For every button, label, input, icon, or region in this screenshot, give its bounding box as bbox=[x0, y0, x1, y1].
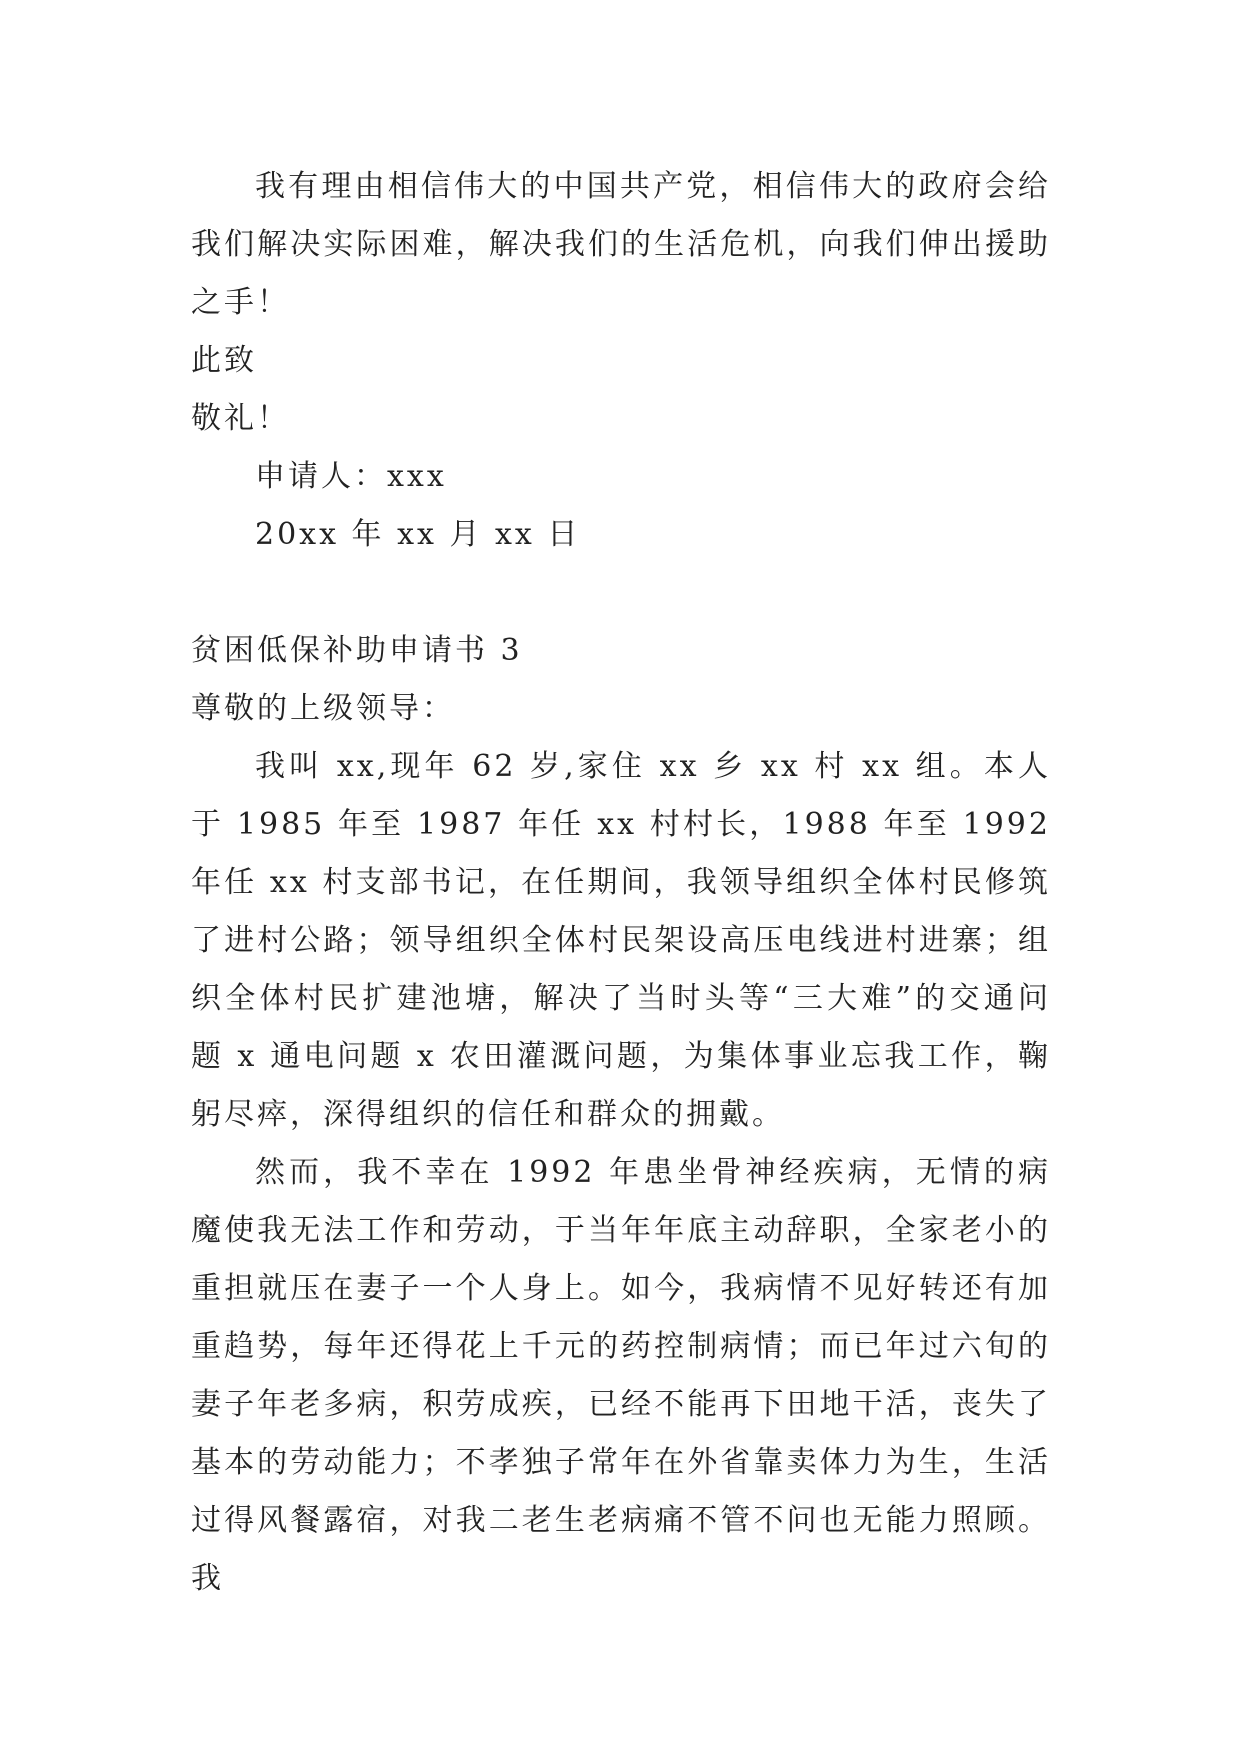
paragraph-hardship: 然而，我不幸在 1992 年患坐骨神经疾病，无情的病魔使我无法工作和劳动，于当年年底主动辞职，全家老小的重担就压在妻子一个人身上。如今，我病情不见好转还有加重趋势，每年还得花上千元的药控制病情；而已年过六旬的妻子年老多病，积劳成疾，已经不能再下田地干活，丧失了基本的劳动能力；不孝独子常年在外省靠卖体力为生，生活过得风餐露宿，对我二老生老病痛不管不问也无能力照顾。我 bbox=[191, 1155, 1051, 1596]
application-date: 20xx 年 xx 月 xx 日 bbox=[255, 517, 581, 552]
closing-cizhi: 此致 bbox=[191, 343, 257, 378]
applicant-signature: 申请人：xxx bbox=[255, 459, 447, 494]
paragraph-background: 我叫 xx,现年 62 岁,家住 xx 乡 xx 村 xx 组。本人于 1985 年至 1987 年任 xx 村村长，1988 年至 1992 年任 xx 村支部书记，在任期间，我领导组织全体村民修筑了进村公路；领导组织全体村民架设高压电线进村进寨；组织全体村民扩建池塘，解决了当时头等“三大难”的交通问题 x 通电问题 x 农田灌溉问题，为集体事业忘我工作，鞠躬尽瘁，深得组织的信任和群众的拥戴。 bbox=[191, 749, 1051, 1132]
closing-jingli: 敬礼！ bbox=[191, 401, 290, 436]
salutation: 尊敬的上级领导： bbox=[191, 691, 455, 726]
section-spacer bbox=[191, 564, 1051, 622]
section-title: 贫困低保补助申请书 3 bbox=[191, 633, 523, 668]
paragraph-trust-government: 我有理由相信伟大的中国共产党，相信伟大的政府会给我们解决实际困难，解决我们的生活危机，向我们伸出援助之手！ bbox=[191, 169, 1051, 320]
document-body bbox=[191, 158, 1051, 1608]
